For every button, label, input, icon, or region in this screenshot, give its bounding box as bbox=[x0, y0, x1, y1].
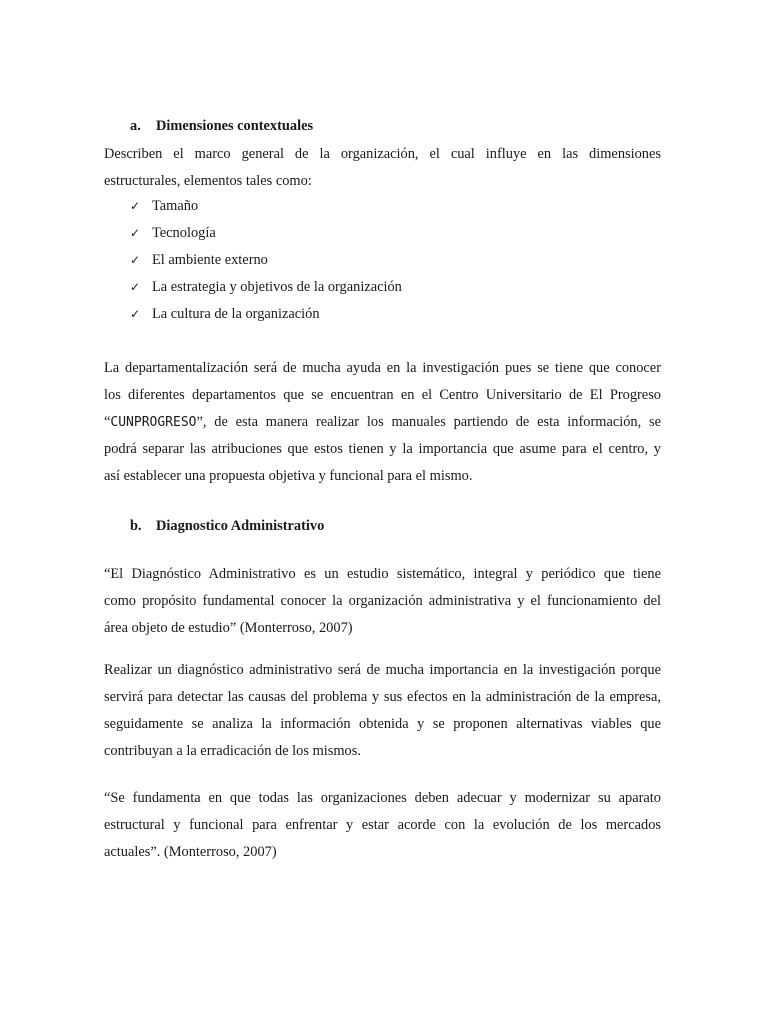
quote-line: “El Diagnóstico Administrativo es un estudio sistemático, integral y periódico que tiene bbox=[104, 566, 661, 582]
paragraph-line: seguidamente se analiza la información obtenida y se proponen alternativas viables que bbox=[104, 716, 661, 732]
institution-acronym: CUNPROGRESO bbox=[110, 415, 197, 430]
section-b-letter: b. bbox=[130, 518, 142, 534]
list-item-label: El ambiente externo bbox=[152, 252, 268, 268]
checkmark-icon: ✓ bbox=[130, 199, 141, 213]
quote-line: área objeto de estudio” (Monterroso, 2007) bbox=[104, 620, 353, 636]
list-item-label: Tecnología bbox=[152, 225, 216, 241]
checkmark-icon: ✓ bbox=[130, 226, 141, 240]
list-item-label: Tamaño bbox=[152, 198, 199, 214]
list-item bbox=[130, 301, 402, 328]
section-a-heading bbox=[130, 118, 313, 135]
section-a-letter: a. bbox=[130, 118, 141, 134]
checkmark-icon: ✓ bbox=[130, 307, 141, 321]
checkmark-icon: ✓ bbox=[130, 280, 141, 294]
paragraph-line-rest: ”, de esta manera realizar los manuales partiendo de esta información, se bbox=[196, 414, 661, 430]
quote-line: estructural y funcional para enfrentar y estar acorde con la evolución de los mercados bbox=[104, 817, 661, 833]
section-a-intro bbox=[104, 141, 661, 195]
list-item bbox=[130, 220, 402, 247]
paragraph-line: servirá para detectar las causas del problema y sus efectos en la administración de la empresa, bbox=[104, 689, 661, 705]
paragraph-line: contribuyan a la erradicación de los mismos. bbox=[104, 743, 361, 759]
list-item bbox=[130, 193, 402, 220]
dimensions-checklist bbox=[130, 193, 402, 328]
list-item-label: La estrategia y objetivos de la organización bbox=[152, 279, 402, 295]
paragraph-line: podrá separar las atribuciones que estos tienen y la importancia que asume para el centro, y bbox=[104, 441, 661, 457]
section-a-title: Dimensiones contextuales bbox=[156, 118, 314, 134]
list-item bbox=[130, 274, 402, 301]
paragraph-line: así establecer una propuesta objetiva y funcional para el mismo. bbox=[104, 468, 473, 484]
paragraph-line: Realizar un diagnóstico administrativo será de mucha importancia en la investigación porque bbox=[104, 662, 661, 678]
paragraph-line: los diferentes departamentos que se encuentran en el Centro Universitario de El Progreso bbox=[104, 387, 661, 403]
diagnostico-quote bbox=[104, 561, 661, 642]
quote-line: “Se fundamenta en que todas las organizaciones deben adecuar y modernizar su aparato bbox=[104, 790, 661, 806]
paragraph-line: La departamentalización será de mucha ayuda en la investigación pues se tiene que conocer bbox=[104, 360, 661, 376]
intro-line-2: estructurales, elementos tales como: bbox=[104, 173, 312, 189]
section-b-title: Diagnostico Administrativo bbox=[156, 518, 325, 534]
paragraph-line bbox=[104, 409, 661, 436]
section-b-heading bbox=[130, 518, 324, 535]
fundamenta-quote bbox=[104, 785, 661, 866]
intro-line-1: Describen el marco general de la organización, el cual influye en las dimensiones bbox=[104, 146, 661, 162]
list-item-label: La cultura de la organización bbox=[152, 306, 320, 322]
checkmark-icon: ✓ bbox=[130, 253, 141, 267]
diagnostico-paragraph bbox=[104, 657, 661, 765]
quote-line: como propósito fundamental conocer la organización administrativa y el funcionamiento del bbox=[104, 593, 661, 609]
open-quote: “ bbox=[104, 414, 111, 430]
quote-line: actuales”. (Monterroso, 2007) bbox=[104, 844, 277, 860]
departamentalizacion-paragraph bbox=[104, 355, 661, 490]
list-item bbox=[130, 247, 402, 274]
